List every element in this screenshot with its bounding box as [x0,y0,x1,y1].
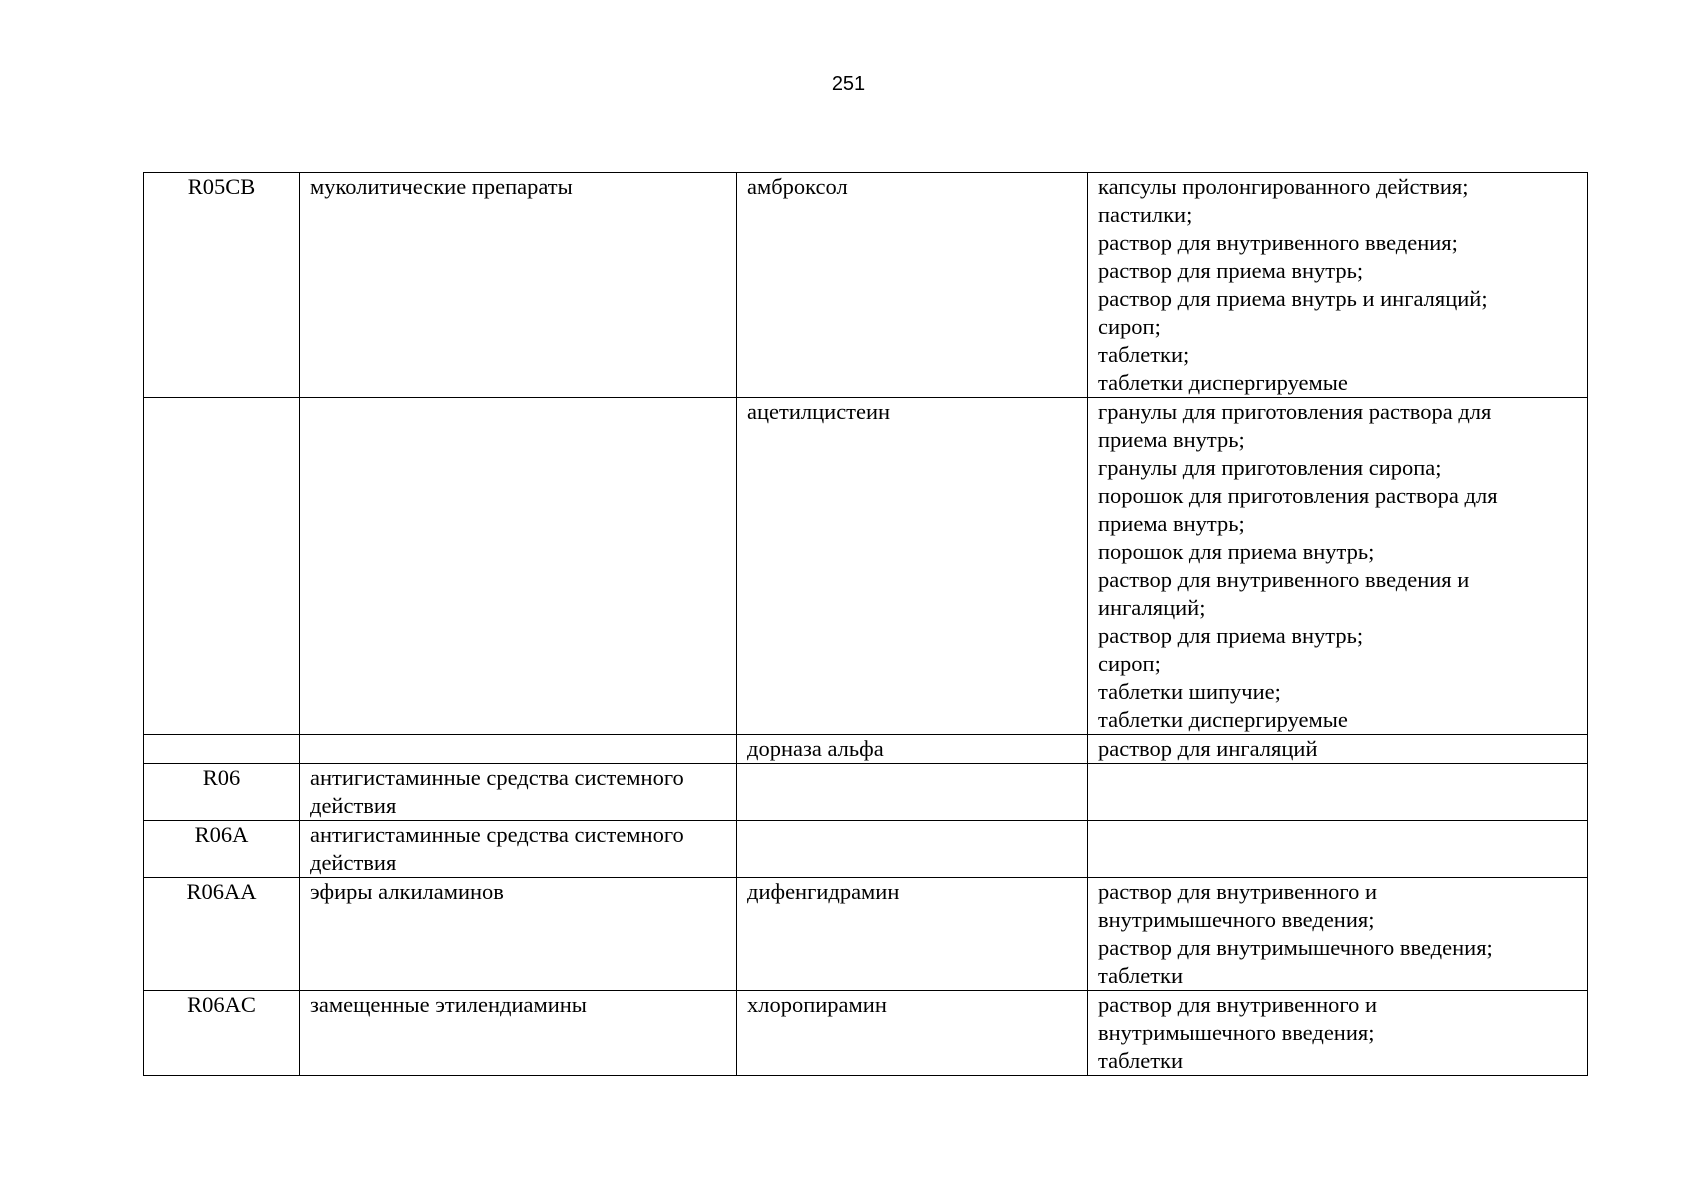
dosage-forms-cell [1088,173,1588,398]
dosage-form-line: приема внутрь; [1098,427,1245,452]
dosage-form-line: раствор для приема внутрь и ингаляций; [1098,286,1488,311]
drug-name-cell: дорназа альфа [737,735,1088,764]
group-name-cell: антигистаминные средства системного действия [300,821,737,878]
dosage-forms-cell [1088,398,1588,735]
table-row [144,878,1588,991]
table-row [144,398,1588,735]
atc-code-cell: R05CB [144,173,300,398]
dosage-form-line: капсулы пролонгированного действия; [1098,174,1469,199]
dosage-form-line: таблетки [1098,1048,1184,1073]
drug-table [143,172,1588,1076]
group-name-cell: антигистаминные средства системного действия [300,764,737,821]
atc-code-cell: R06 [144,764,300,821]
dosage-form-line: сироп; [1098,651,1161,676]
drug-name-cell: амброксол [737,173,1088,398]
dosage-forms-cell [1088,878,1588,991]
dosage-form-line: раствор для внутримышечного введения; [1098,935,1493,960]
table-row [144,735,1588,764]
table-row [144,173,1588,398]
dosage-form-line: таблетки [1098,963,1184,988]
dosage-form-line: таблетки; [1098,342,1190,367]
dosage-form-line: ингаляций; [1098,595,1206,620]
drug-name-cell: дифенгидрамин [737,878,1088,991]
dosage-form-line: пастилки; [1098,202,1193,227]
drug-name-cell: хлоропирамин [737,991,1088,1076]
dosage-form-line: раствор для внутривенного введения; [1098,230,1458,255]
dosage-form-line: порошок для приема внутрь; [1098,539,1375,564]
drug-name-cell [737,821,1088,878]
dosage-form-line: внутримышечного введения; [1098,907,1375,932]
dosage-form-line: раствор для внутривенного и [1098,879,1378,904]
group-name-cell: муколитические препараты [300,173,737,398]
dosage-forms-cell [1088,735,1588,764]
table-row [144,991,1588,1076]
table-row [144,764,1588,821]
dosage-form-line: раствор для внутривенного и [1098,992,1378,1017]
dosage-form-line: сироп; [1098,314,1161,339]
atc-code-cell: R06AA [144,878,300,991]
page-number: 251 [831,73,866,95]
dosage-form-line: таблетки диспергируемые [1098,370,1348,395]
dosage-form-line: приема внутрь; [1098,511,1245,536]
drug-name-cell [737,764,1088,821]
atc-code-cell: R06AC [144,991,300,1076]
dosage-form-line: таблетки диспергируемые [1098,707,1348,732]
dosage-form-line: раствор для внутривенного введения и [1098,567,1470,592]
dosage-forms-cell [1088,764,1588,821]
dosage-form-line: раствор для ингаляций [1098,736,1318,761]
atc-code-cell: R06A [144,821,300,878]
dosage-form-line: гранулы для приготовления сиропа; [1098,455,1442,480]
dosage-form-line: раствор для приема внутрь; [1098,258,1364,283]
dosage-forms-cell [1088,991,1588,1076]
table-row [144,821,1588,878]
group-name-cell: эфиры алкиламинов [300,878,737,991]
table-body [144,173,1588,1076]
group-name-cell: замещенные этилендиамины [300,991,737,1076]
dosage-form-line: внутримышечного введения; [1098,1020,1375,1045]
dosage-form-line: раствор для приема внутрь; [1098,623,1364,648]
drug-name-cell: ацетилцистеин [737,398,1088,735]
dosage-form-line: таблетки шипучие; [1098,679,1281,704]
atc-code-cell [144,735,300,764]
dosage-form-line: гранулы для приготовления раствора для [1098,399,1492,424]
group-name-cell [300,735,737,764]
group-name-cell [300,398,737,735]
dosage-form-line: порошок для приготовления раствора для [1098,483,1498,508]
atc-code-cell [144,398,300,735]
dosage-forms-cell [1088,821,1588,878]
